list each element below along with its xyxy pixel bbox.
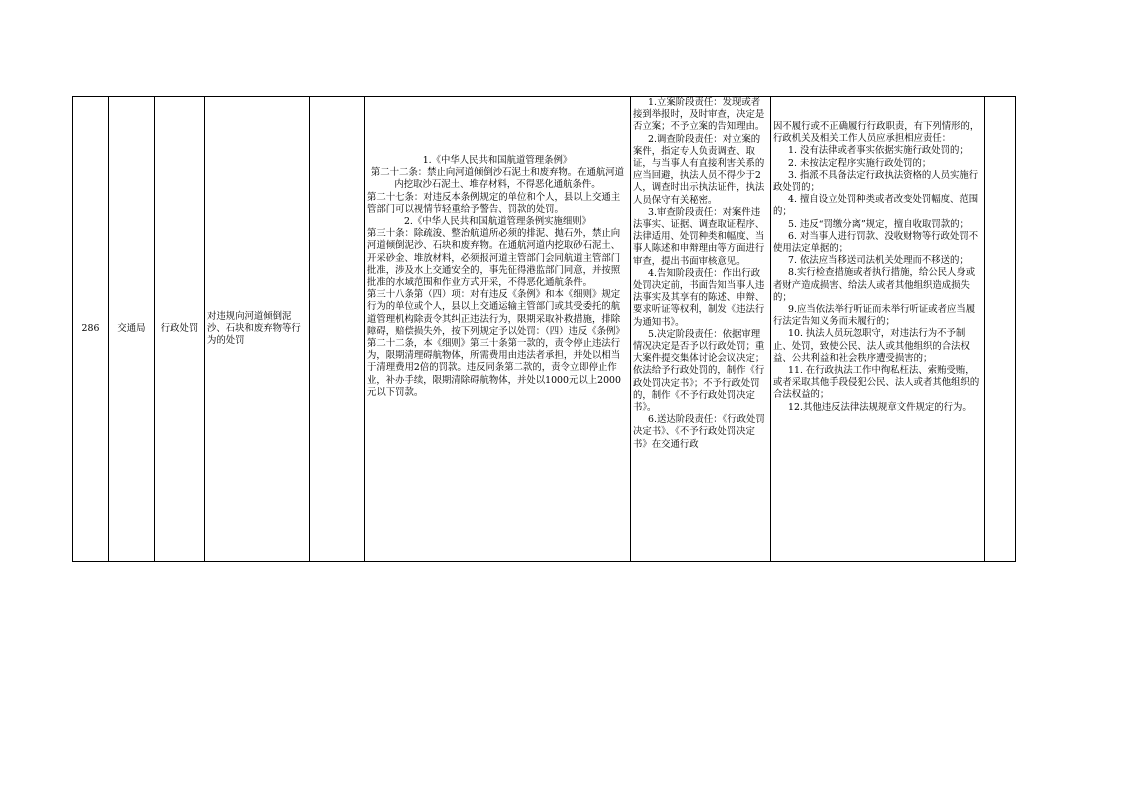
basis-article-22: 第二十二条：禁止向河道倾倒沙石泥土和废弃物。在通航河道内挖取沙石泥土、堆存材料，不得恶化通航条件。 [370,167,625,191]
liability-item: 2. 未按法定程序实施行政处罚的； [788,157,932,169]
duty-review: 3.审查阶段责任：对案件违法事实、证据、调查取证程序、法律适用、处罚种类和幅度、当事人陈述和申辩理由等方面进行审查，提出书面审核意见。 [633,206,765,267]
duty-delivery: 6.送达阶段责任：《行政处罚决定书》、《不予行政处罚决定书》在交通行政 [633,414,765,450]
liability-item: 11. 在行政执法工作中徇私枉法、索贿受贿，或者采取其他手段侵犯公民、法人或者其他组织的合法权益的； [773,365,980,401]
liability-item: 6. 对当事人进行罚款、没收财物等行政处罚不使用法定单据的； [773,230,979,255]
liability-item: 9.应当依法举行听证而未举行听证或者应当履行法定告知义务而未履行的； [773,304,976,328]
basis-law-1-title: 1.《中华人民共和国航道管理条例》 [422,155,573,166]
table-row [73,97,1016,562]
responsibility-cell [631,97,771,562]
basis-article-38: 第三十八条第（四）项：对有违反《条例》和本《细则》规定行为的单位或个人，县以上交通运输主管部门或其受委托的航道管理机构除责令其纠正违法行为，限期采取补救措施，排除障碍，赔偿损失外，按下列规定予以处罚：（四）违反《条例》第二十二条，本《细则》第三十条第一款的，责令停止违法行为，限期清理碍航物体，所需费用由违法者承担，并处以相当于清理费用2倍的罚款。违反同条第二款的，责令立即停止作业，补办手续，限期清除碍航物体，并处以1000元以上2000元以下罚款。 [367,289,625,398]
liability-item: 8.实行检查措施或者执行措施，给公民人身或者财产造成损害、给法人或者其他组织造成损失的； [773,267,976,303]
liability-item: 1. 没有法律或者事实依据实施行政处罚的； [788,145,969,157]
accountability-cell [771,97,985,562]
liability-item: 10. 执法人员玩忽职守，对违法行为不予制止、处罚，致使公民、法人或其他组织的合法权益、公共利益和社会秩序遭受损害的； [773,328,970,364]
liability-item: 12.其他违反法律法规规章文件规定的行为。 [788,401,972,413]
category-cell: 行政处罚 [155,97,205,562]
liability-item: 4. 擅自设立处罚种类或者改变处罚幅度、范围的； [773,194,979,218]
sub-item-cell [310,97,365,562]
department-cell: 交通局 [109,97,155,562]
liability-intro: 因不履行或不正确履行行政职责，有下列情形的，行政机关及相关工作人员应承担相应责任： [773,121,980,145]
duty-filing: 1.立案阶段责任：发现或者接到举报时，及时审查，决定是否立案；不予立案的告知理由。 [633,97,765,133]
power-list-table [72,96,1016,562]
duty-decision: 5.决定阶段责任：依据审理情况决定是否予以行政处罚；重大案件提交集体讨论会议决定；依法给予行政处罚的，制作《行政处罚决定书》；不予行政处罚的，制作《不予行政处罚决定书》。 [633,328,765,414]
basis-article-30: 第三十条：除疏浚、整治航道所必须的排泥、抛石外，禁止向河道倾倒泥沙、石块和废弃物。在通航河道内挖取砂石泥土、开采砂金、堆放材料，必须报河道主管部门会同航道主管部门批准，涉及水上交通安全的，事先征得港监部门同意，并按照批准的水域范围和作业方式开采，不得恶化通航条件。 [367,228,621,289]
liability-item: 5. 违反“罚缴分离”规定，擅自收取罚款的； [788,218,969,230]
basis-law-2-title: 2.《中华人民共和国航道管理条例实施细则》 [403,216,592,228]
liability-item: 3. 指派不具备法定行政执法资格的人员实施行政处罚的； [773,169,979,194]
basis-article-27: 第二十七条：对违反本条例规定的单位和个人，县以上交通主管部门可以视情节轻重给予警告、罚款的处罚。 [367,191,621,215]
remarks-cell [985,97,1016,562]
duty-notification: 4.告知阶段责任：作出行政处罚决定前，书面告知当事人违法事实及其享有的陈述、申辩、要求听证等权利，制发《违法行为通知书》。 [633,267,765,328]
duty-investigation: 2.调查阶段责任：对立案的案件，指定专人负责调查、取证，与当事人有直接利害关系的应当回避，执法人员不得少于2人，调查时出示执法证件，执法人员保守有关秘密。 [633,133,765,206]
row-number: 286 [73,97,109,562]
liability-item: 7. 依法应当移送司法机关处理而不移送的； [788,255,969,267]
item-name-cell: 对违规向河道倾倒泥沙、石块和废弃物等行为的处罚 [205,97,310,562]
legal-basis-cell [365,97,631,562]
